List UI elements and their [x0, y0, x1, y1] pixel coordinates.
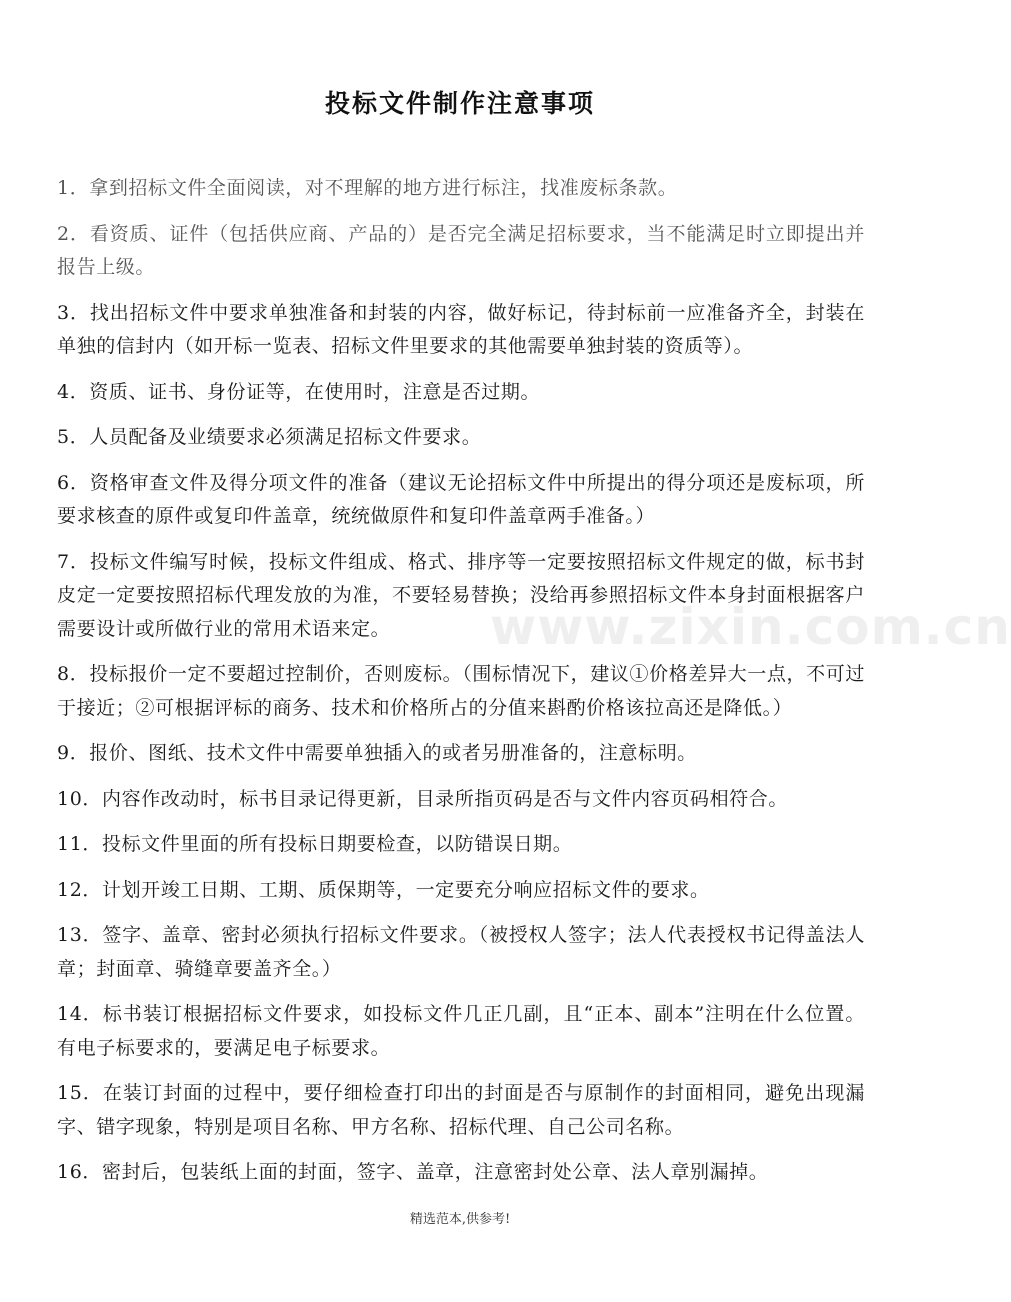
list-item: 13．签字、盖章、密封必须执行招标文件要求。（被授权人签字；法人代表授权书记得盖法人章；封面章、骑缝章要盖齐全。）	[57, 924, 865, 980]
list-item: 14．标书装订根据招标文件要求，如投标文件几正几副，且“正本、副本”注明在什么位置。有电子标要求的，要满足电子标要求。	[57, 1003, 865, 1059]
page-title: 投标文件制作注意事项	[324, 89, 595, 118]
list-item: 15．在装订封面的过程中，要仔细检查打印出的封面是否与原制作的封面相同，避免出现漏字、错字现象，特别是项目名称、甲方名称、招标代理、自己公司名称。	[57, 1082, 865, 1138]
list-item: 4．资质、证书、身份证等，在使用时，注意是否过期。	[57, 380, 541, 403]
list-item: 7．投标文件编写时候，投标文件组成、格式、排序等一定要按照招标文件规定的做，标书封皮定一定要按照招标代理发放的为准，不要轻易替换；没给再参照招标文件本身封面根据客户需要设计或所做行业的常用术语来定。	[57, 550, 865, 640]
list-item: 10．内容作改动时，标书目录记得更新，目录所指页码是否与文件内容页码相符合。	[57, 787, 788, 810]
list-item: 8．投标报价一定不要超过控制价，否则废标。（围标情况下，建议①价格差异大一点，不可过于接近；②可根据评标的商务、技术和价格所占的分值来斟酌价格该拉高还是降低。）	[57, 663, 865, 719]
list-item: 5．人员配备及业绩要求必须满足招标文件要求。	[57, 426, 482, 448]
list-item: 1．拿到招标文件全面阅读，对不理解的地方进行标注，找准废标条款。	[57, 177, 678, 199]
list-item: 12．计划开竣工日期、工期、质保期等，一定要充分响应招标文件的要求。	[57, 878, 710, 901]
page-footer: 精选范本,供参考!	[409, 1212, 511, 1227]
list-item: 11．投标文件里面的所有投标日期要检查，以防错误日期。	[57, 833, 573, 855]
list-item: 3．找出招标文件中要求单独准备和封装的内容，做好标记，待封标前一应准备齐全，封装在单独的信封内（如开标一览表、招标文件里要求的其他需要单独封装的资质等）。	[57, 301, 865, 357]
list-item: 2．看资质、证件（包括供应商、产品的）是否完全满足招标要求，当不能满足时立即提出并报告上级。	[57, 222, 865, 278]
list-item: 9．报价、图纸、技术文件中需要单独插入的或者另册准备的，注意标明。	[57, 742, 697, 764]
list-item: 6．资格审查文件及得分项文件的准备（建议无论招标文件中所提出的得分项还是废标项，所要求核查的原件或复印件盖章，统统做原件和复印件盖章两手准备。）	[57, 471, 865, 527]
list-item: 16．密封后，包装纸上面的封面，签字、盖章，注意密封处公章、法人章别漏掉。	[57, 1161, 769, 1183]
item-list	[57, 172, 865, 1202]
watermark: www.zixin.com.cn	[490, 598, 1011, 656]
